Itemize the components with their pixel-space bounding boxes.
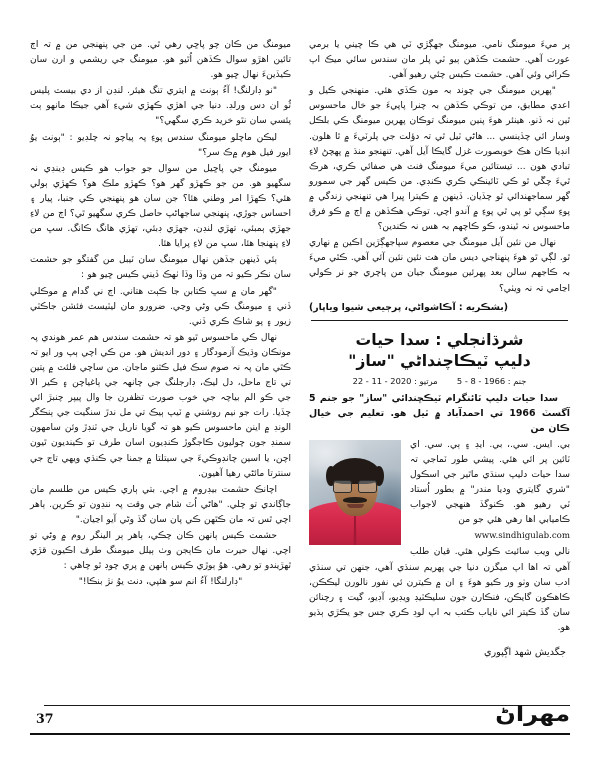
body-paragraph: "پهرين ميومنگ جي چوند بہ مون ڪڏي هئي. منهنجي ڪيل و اعدي مطابق، من توڪي ڪڏهن بہ چنرا پاپيءَ جو خال ماحسوس ٿين نہ ڏنو. هينئر هوءَ پنين ميومنگ توڪان پهرين ميومنگ ڪي بلڪل وسار ائي چڏينسي ... هاڻي ٽيل ٿي تہ دؤلت جي پلرٽيءَ ۾ ٿا هلون. انڊيا ڪان هڪ خوبصورت غزل گايڪا آيل آهي. تنهنجو منڌ ۾ پهچڻ لاءِ تبادي هون ... تيستائين ميءَ ميومنگ فنٽ هي صفائي ڪري، هرڪ ٿيءَ چڱي ٿو ڪي ٽائينڪي ڪري ڪنڊي. من ڪيس گهر جي سمورو گهر سماجهندائي ٿو چڏيان. ڏينهن ۾ ڪيترا ڀيرا هي تنهنجي زندگي ۾ پوءِ سڳي ٿو پي ٿي پوءِ ۾ آندو اچي. توڪي هڪڏهن ۾ اڄ ۾ ڪو فرق ماحسوس نہ ٿيندو، ڪو ڪاچهم بہ هس نہ ڪندين؟ bbox=[309, 86, 570, 233]
body-paragraph: "نو ڊارلنگ! آءُ ٻونٽ ۾ ايتري تنگ هيئر. لنڊن از دي بيسٽ پليس ٿُو ان دس ورلڊ. دنيا جي اهڙي ڪهڙي شيءِ آهي جيڪا مانهو ٻت پئسي سان نٿو خريد ڪري سگهي؟" bbox=[30, 86, 291, 127]
lead-paragraph: سدا حيات دليپ ٽائنگرام ٽيڪڇندائي "ساز" جو جنم 5 آگسٽ 1966 تي احمدآباد ۾ ٽيل ھو. تعليم جي خيال ڪان من bbox=[309, 392, 570, 435]
body-paragraph: نالي ويب سائيٽ ڪولي هئي. قيان طلب آهي تہ اها اپ ميگزن دنيا جي پهريم سنڌي آهي، جنهن تي سنڌي ادب سان وٺو ور ڪيو هوءَ ۽ ان ۾ ڪيترن ئي نفور نالورن ليڪڪن، ڪاهڪون گايڪن، فنڪارن جون سليڪٽيڊ ويڊيو، آڊيو، گيت ۽ رچنائن سان گڏ ڪيتر ائي ناياب ڪتب بہ اپ لوڊ ڪري جس جو يڪڙي ٻڌيو هو. bbox=[309, 547, 570, 633]
body-paragraph: ليڪن ماچلو ميومنگ سندس پوءِ پہ پياچو نہ چلڊيو : "ٻونٽ يوُ ايور فيل هوم ۾ڪ سر؟" bbox=[30, 132, 291, 158]
death-label: مرتيو : bbox=[414, 375, 438, 386]
birth-label: جنم : bbox=[507, 375, 527, 386]
footer-rule-bottom bbox=[30, 733, 570, 735]
website-url[interactable]: www.sindhigulab.com bbox=[474, 531, 570, 542]
mustache bbox=[343, 497, 367, 503]
body-paragraph: حشمت ڪيس ٻانهن ڪان چڪي، ٻاهر ٻر الينگر روم ۾ وڻي تو اچي. نهال حيرت مان ڪاٻجن وٺ ٻيلل ميومنگ طرف اڪيون قڙي ٿهڙيندو تو رهي. هوُ ٻوڙي ڪيس ٻانهن ۾ پري چوڊ ٿو چاهي : bbox=[30, 531, 291, 572]
body-paragraph: پر ميءَ ميومنگ نامي. ميومنگ جهڳڙي ٽي هي ڪا چيني يا برمي عورت آهي. حشمت ڪڏهن ٻيو ٽي پلر مان سندس سائي ميڪ اپ ڪرائي وئي آهي. حشمت ڪيس چئي رهيو آهي. bbox=[309, 40, 570, 81]
mouth bbox=[347, 504, 364, 508]
life-dates bbox=[309, 376, 570, 386]
page-footer bbox=[30, 702, 570, 735]
author-byline: جگديش شهد اڳپوري bbox=[484, 647, 566, 659]
birth-date: 1966 - 8 - 5 bbox=[456, 375, 506, 386]
eyeglasses-icon bbox=[332, 480, 378, 491]
body-paragraph: بي. ايس. سي.، بي. ايڊ ۽ ٻي. سي. اي ٽائين پر ائي هئي. پيشي طور ٽماجي تہ سدا حيات دليپ سنڌي ماٿير جي اسڪول "شري گايتري وديا مندر" ۾ بطور اُستاد ٽي رهيو ھو. ڪنوگڏ هنهجي لاجواب ڪاميابي اها رهي هئي جو من bbox=[410, 439, 570, 526]
death-date: 2020 - 11 - 22 bbox=[352, 375, 412, 386]
closing-quote: "ڊارلنگا! آءُ انم سو هئپي، دنٽ يوُ نڙ بنڪا!" bbox=[78, 577, 243, 588]
headline-line-2: دليپ ٽيڪاچنداڻي "ساز" bbox=[348, 351, 531, 370]
body-paragraph: ٻئي ڏينهن جڏهن نهال ميومنگ سان ٽيبل من گفتگو جو حشمت سان نڪر ڪيو تہ من وڏا وڏا ٺهڪ ڏيني ڪيس ڇيو هو : bbox=[30, 255, 291, 281]
body-paragraph: نهال ڪي ماحسوس ٿيو هو تہ حشمت سندس هم عمر هوندي پہ مونڪان وڌيڪ آزمودگار ۽ دور انديش هو. من ڪي اچي ٻپ ور ايو تہ ڪٿي مان پہ نہ صوم سڪ فيل ڪثنو ماجان. من ساچي فلئٽ ۾ پتين تي تاج ماحل، دل ليڪ، ڊارجلنگ جي چانهہ جي ٻاغياچن ۽ ڪير الا جي ڪو الم بياچہ جي خوب صورت تظفرن جا وال پيپر چنبڙ ائي چڏيا. رات جو نيم روشني ۾ ٽيپ ٻيڪ تي مل ندڙ سنگيت جي ٻنڪگر الونڊ ۾ اينن ماحسوس ڪيو هو تہ گويا ناريل جي ٽنڊڙ وئن سامهون سمنڊ جون چوليون ڪاجگوڙ ڪنڊيون اسان طرف تو ڪينديون ٿيون اچن، يا اسين چانڊوڪيءَ جي سيتلتا ۾ جمنا جي ڪنڌي ويهي تاج جي سنترتا مائڻي رهيا آهيون. bbox=[30, 332, 291, 479]
article-headline bbox=[309, 330, 570, 372]
source-attribution: (بشڪريه : آڪاشواڻي، پرڄيعي شيوا وياپار) bbox=[309, 301, 508, 313]
magazine-masthead: مهراڻ bbox=[495, 702, 570, 726]
headline-line-1: شرڌانجلي : سدا حيات bbox=[355, 330, 524, 349]
body-paragraph: "گهر مان ۾ سڀ ڪتابن جا ڪٻٽ هتاني. اڄ ني گدام ۾ موڪلي ڏني ۽ ميومنگ ڪي وڻي وڃي. ضرورو مان ليٽيسٽ فئشن جاڪٽي زيور ۽ پو شاڪ ڪري ڏني. bbox=[30, 286, 291, 327]
left-column bbox=[309, 38, 570, 686]
portrait-photo bbox=[309, 440, 401, 545]
body-paragraph: اچانڪ حشمت بيڊروم ۾ اچي. بتي ٻاري ڪيس من طلسم مان جاڳاندي تو چلي. "هاڻي اُٽ شام جي وقت پہ ننڊون تو ڪرين. ٻاهر اچي ٿس تہ مان ڪٿهن ڪي پان سان گڏ وڻي آيو اڃيان." bbox=[30, 484, 291, 525]
right-column bbox=[30, 38, 291, 686]
body-paragraph: نهال من نئين آيل ميومنگ جي معصوم سپاجهڳڙين اڪين ۾ نهاري ٿو. لڳي ٿو هوءَ پنهناجي ديس مان هت نئين نئين آئي آهي. ڪٿي ميءَ بہ ڪاجهم سالن بعد پهرئين ميومنگ جيان من پاچري جو نر ڪولي اڃامي تہ نہ ويٺي؟ bbox=[309, 238, 570, 294]
body-paragraph: ميومنگ من ڪان چو پاڇي رهي ٿي. من جي پنهنجي من ۾ تہ اڄ تائين اهڙو سوال ڪڏهن اُٿيو ھو. ميومنگ جي ريشمي و ارن سان ڪيڏينءَ نهال ڇيو ھو. bbox=[30, 40, 291, 81]
body-paragraph: ميومنگ جي پاڇيل من سوال جو جواب هو ڪيس ڊينڊي نہ سگهيو هو. من جو ڪهڙو گهر هو؟ ڪهڙو ملڪ هو؟ ڪهڙي ٻولي هئي؟ ڪهڙا امر وطني هئا؟ جن سان هو پنهنجي ڪي جنبا، پيار ۽ احساس جوڙي، پنهنجي ساجهاڻپ حاصل ڪري سگهيو ٿي؟ اڄ من لاءِ جهڙي ٻمبئي، تهڙي لنڊن، جهڙي ڊبئي، تهڙي هانگ ڪانگ. سڀ من لاءِ پنهنجا هئا، سڀ من لاءِ پرايا هئا. bbox=[30, 163, 291, 250]
section-divider bbox=[311, 320, 568, 321]
portrait-photo-frame bbox=[309, 440, 401, 545]
footer-rule-top bbox=[44, 705, 570, 706]
page-number: 37 bbox=[36, 711, 54, 726]
two-column-layout bbox=[30, 38, 570, 686]
